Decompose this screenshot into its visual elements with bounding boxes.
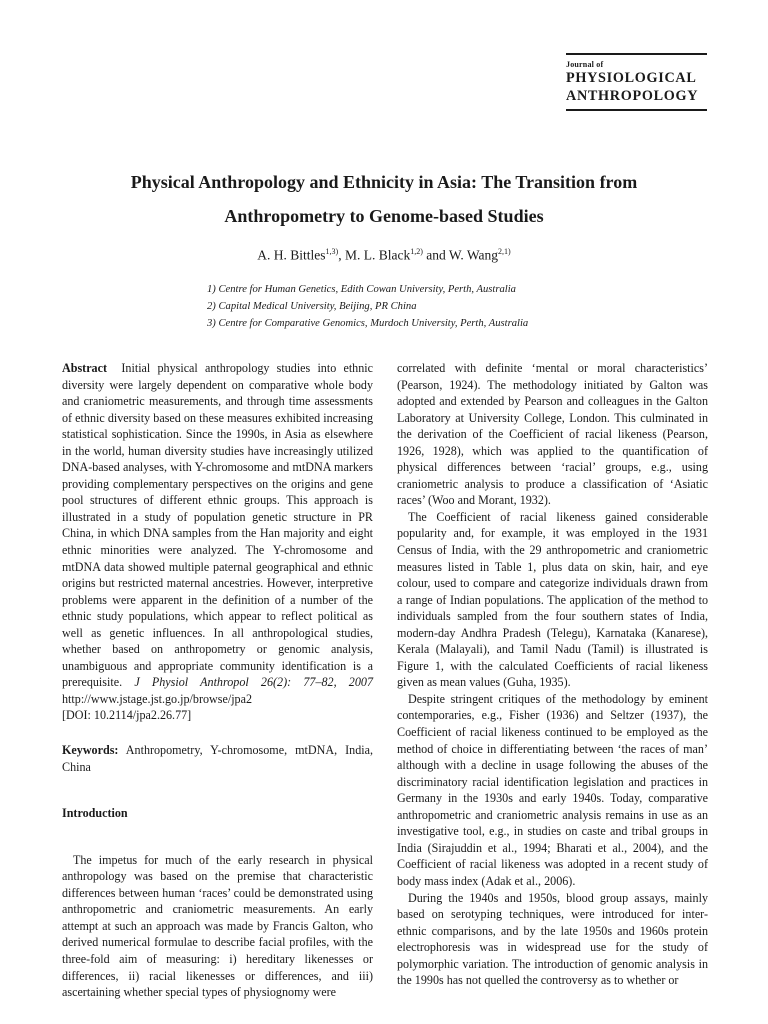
author-affiliation-marker: 2,1): [498, 247, 511, 256]
author-separator: ,: [338, 247, 345, 263]
body-paragraph: Despite stringent critiques of the methodology by eminent contemporaries, e.g., Fisher (1936) and Seltzer (1937), the Coefficient of racial likeness continued to be employed as the method of choice in differentiating between ‘the races of man’ although with a decline in usage following the abuses of the discriminatory racial identification legislation and practices in Germany in the 1930s and early 1940s. Today, comparative anthropometric and craniometric analysis remains in use as an investigative tool, e.g., in studies on caste and tribal groups in India (Sirajuddin et al., 1994; Bharati et al., 2004), and the Coefficient of racial likeness was adopted in a recent study of body mass index (Adak et al., 2006).: [397, 691, 708, 888]
affiliation-item: 2) Capital Medical University, Beijing, PR China: [207, 301, 417, 312]
affiliation-item: 1) Centre for Human Genetics, Edith Cowan University, Perth, Australia: [207, 284, 516, 295]
author-name: M. L. Black: [344, 247, 411, 263]
keywords-paragraph: [62, 742, 373, 775]
abstract-doi: [DOI: 10.2114/jpa2.26.77]: [62, 708, 192, 723]
affiliation-item: 3) Centre for Comparative Genomics, Murdoch University, Perth, Australia: [207, 318, 529, 329]
abstract-text: Initial physical anthropology studies into ethnic diversity were largely dependent on comparative whole body and craniometric measurements, and through time assessments of ethnic diversity based on these measures exhibited increasing statistical sophistication. Since the 1990s, in Asia as elsewhere in the world, human diversity studies have increasingly utilized DNA-based analyses, with Y-chromosome and mtDNA markers providing complementary perspectives on the origins and gene pool structures of different ethnic groups. This approach is illustrated in a study of population genetic structure in PR China, in which DNA samples from the Han majority and eight ethnic minorities were analyzed. The Y-chromosome and mtDNA data showed multiple paternal geographical and ethnic origins but restricted maternal ancestries. However, interpretive problems were apparent in the definition of a number of the ethnic study populations, which appear to reflect political as well as genetic influences. In all anthropological studies, whether based on anthropometry or genomic analysis, unambiguous and appropriate community identification is a prerequisite.: [62, 361, 374, 690]
journal-masthead: [566, 53, 707, 111]
affiliation-list: [207, 281, 528, 332]
author-name: W. Wang: [448, 247, 499, 263]
left-column: [62, 360, 373, 1001]
journal-prefix: Journal of: [566, 60, 604, 69]
introduction-heading: Introduction: [62, 806, 128, 821]
abstract-label: Abstract: [62, 361, 108, 375]
keywords-label: Keywords:: [62, 743, 119, 758]
journal-name-line2: ANTHROPOLOGY: [566, 88, 699, 104]
author-separator: and: [422, 247, 449, 263]
author-affiliation-marker: 1,2): [410, 247, 423, 256]
journal-rule: [566, 109, 707, 111]
abstract-url: http://www.jstage.jst.go.jp/browse/jpa2: [62, 691, 253, 706]
paper-title: [60, 165, 708, 233]
author-affiliation-marker: 1,3): [325, 247, 339, 256]
author-list: [60, 247, 708, 264]
introduction-paragraph: The impetus for much of the early research in physical anthropology was based on the premise that characteristic differences between human ‘races’ could be demonstrated using anthropometric and craniometric measurements. An early attempt at such an approach was made by Francis Galton, who derived numerical formulae to describe facial profiles, with the three-fold aim of measuring: i) hereditary likenesses or differences, ii) racial likenesses or differences, and iii) ascertaining whether special types of physiognomy were: [62, 852, 373, 1000]
keywords-text: Anthropometry, Y-chromosome, mtDNA, India, China: [62, 743, 373, 774]
body-paragraph: correlated with definite ‘mental or moral characteristics’ (Pearson, 1924). The methodology initiated by Galton was adopted and extended by Pearson and colleagues in the Galton Laboratory at University College, London. This culminated in the derivation of the Coefficient of racial likeness (Pearson, 1926, 1928), which was applied to the quantification of physical differences between ‘racial’ groups, e.g., using craniometric analysis to produce a classification of ‘Asiatic races’ (Woo and Morant, 1932).: [397, 361, 708, 508]
author-name: A. H. Bittles: [257, 247, 326, 263]
paper-title-line2: Anthropometry to Genome-based Studies: [224, 206, 544, 226]
right-column: [397, 360, 708, 989]
journal-name-line1: PHYSIOLOGICAL: [566, 70, 697, 86]
abstract-citation: J Physiol Anthropol 26(2): 77–82, 2007: [134, 675, 373, 690]
body-paragraph: The Coefficient of racial likeness gained considerable popularity and, for example, it was employed in the 1931 Census of India, with the 29 anthropometric and craniometric measures listed in Table 1, plus data on skin, hair, and eye colour, used to compare and categorize individuals drawn from a range of Indian populations. The application of the method to individuals sampled from the four southern states of India, modern-day Andhra Pradesh (Telegu), Karnataka (Kanarese), Kerala (Malayali), and Tamil Nadu (Tamil) is illustrated is Figure 1, with the calculated Coefficients of racial likeness given as mean values (Guha, 1935).: [397, 509, 708, 690]
paper-title-line1: Physical Anthropology and Ethnicity in Asia: The Transition from: [130, 172, 638, 192]
body-paragraph: During the 1940s and 1950s, blood group assays, mainly based on serotyping techniques, were introduced for inter-ethnic comparisons, and by the late 1950s and 1960s protein electrophoresis was in widespread use for the study of polymorphic variation. The introduction of genomic analysis in the 1990s has not quelled the controversy as to whether or: [397, 890, 708, 988]
abstract-paragraph: [62, 360, 373, 724]
